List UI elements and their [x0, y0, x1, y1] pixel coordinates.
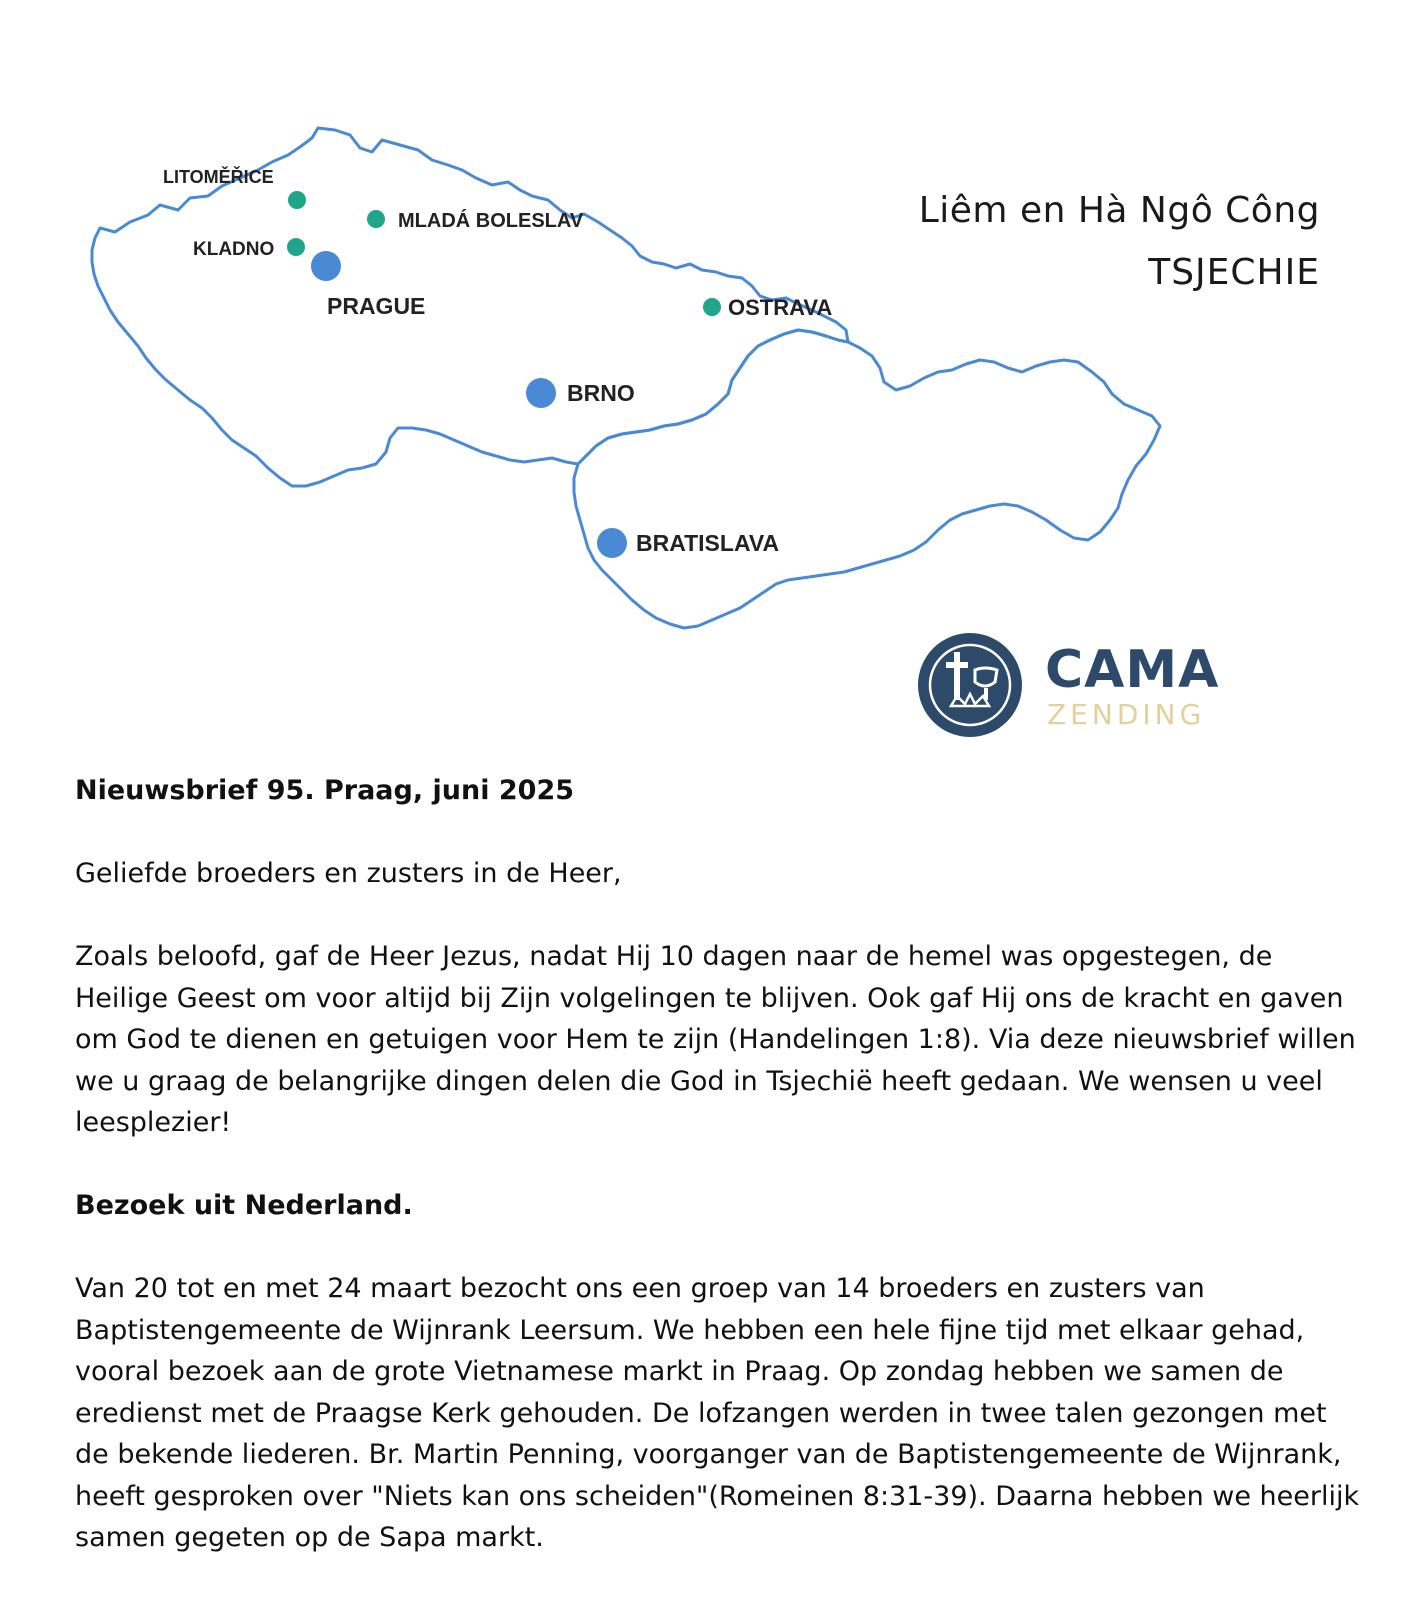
logo-word-cama: CAMA [1045, 640, 1220, 700]
logo-emblem-icon [915, 630, 1025, 740]
country-name: TSJECHIE [1148, 252, 1320, 293]
city-dot-litomerice [288, 191, 306, 209]
cama-zending-logo [915, 630, 1235, 748]
greeting: Geliefde broeders en zusters in de Heer, [75, 858, 622, 889]
city-label-ostrava: OSTRAVA [728, 295, 833, 320]
section-paragraph: Van 20 tot en met 24 maart bezocht ons een groep van 14 broeders en zusters van Baptistengemeente de Wijnrank Leersum. We hebben een hele fijne tijd met elkaar gehad, vooral bezoek aan de grote Vietnamese markt in Praag. Op zondag hebben we samen de eredienst met de Praagse Kerk gehouden. De lofzangen werden in twee talen gezongen met de bekende liederen. Br. Martin Penning, voorganger van de Baptistengemeente de Wijnrank, heeft gesproken over "Niets kan ons scheiden"(Romeinen 8:31-39). Daarna hebben we heerlijk samen gegeten op de Sapa markt. [75, 1273, 1360, 1553]
city-dot-kladno [287, 238, 305, 256]
city-label-litomerice: LITOMĚŘICE [163, 167, 274, 187]
city-label-brno: BRNO [567, 380, 635, 406]
newsletter-title: Nieuwsbrief 95. Praag, juni 2025 [75, 775, 575, 806]
section-heading: Bezoek uit Nederland. [75, 1190, 413, 1221]
city-dot-ostrava [703, 298, 721, 316]
city-label-mlada-boleslav: MLADÁ BOLESLAV [398, 210, 584, 232]
city-label-kladno: KLADNO [193, 239, 275, 260]
city-label-prague: PRAGUE [327, 293, 426, 319]
newsletter-body [75, 770, 1365, 1600]
city-dot-prague [311, 251, 341, 281]
slovakia-border [574, 330, 1160, 628]
logo-word-zending: ZENDING [1047, 698, 1206, 731]
city-label-bratislava: BRATISLAVA [636, 530, 780, 556]
city-markers [163, 166, 832, 558]
city-dot-bratislava [597, 528, 627, 558]
city-dot-brno [526, 378, 556, 408]
missionary-names: Liêm en Hà Ngô Công [918, 190, 1320, 231]
map-area [0, 0, 1424, 760]
city-dot-mlada-boleslav [367, 210, 385, 228]
intro-paragraph: Zoals beloofd, gaf de Heer Jezus, nadat Hij 10 dagen naar de hemel was opgestegen, de Heilige Geest om voor altijd bij Zijn volgelingen te blijven. Ook gaf Hij ons de kracht en gaven om God te dienen en getuigen voor Hem te zijn (Handelingen 1:8). Via deze nieuwsbrief willen we u graag de belangrijke dingen delen die God in Tsjechië heeft gedaan. We wensen u veel leesplezier! [75, 941, 1356, 1138]
